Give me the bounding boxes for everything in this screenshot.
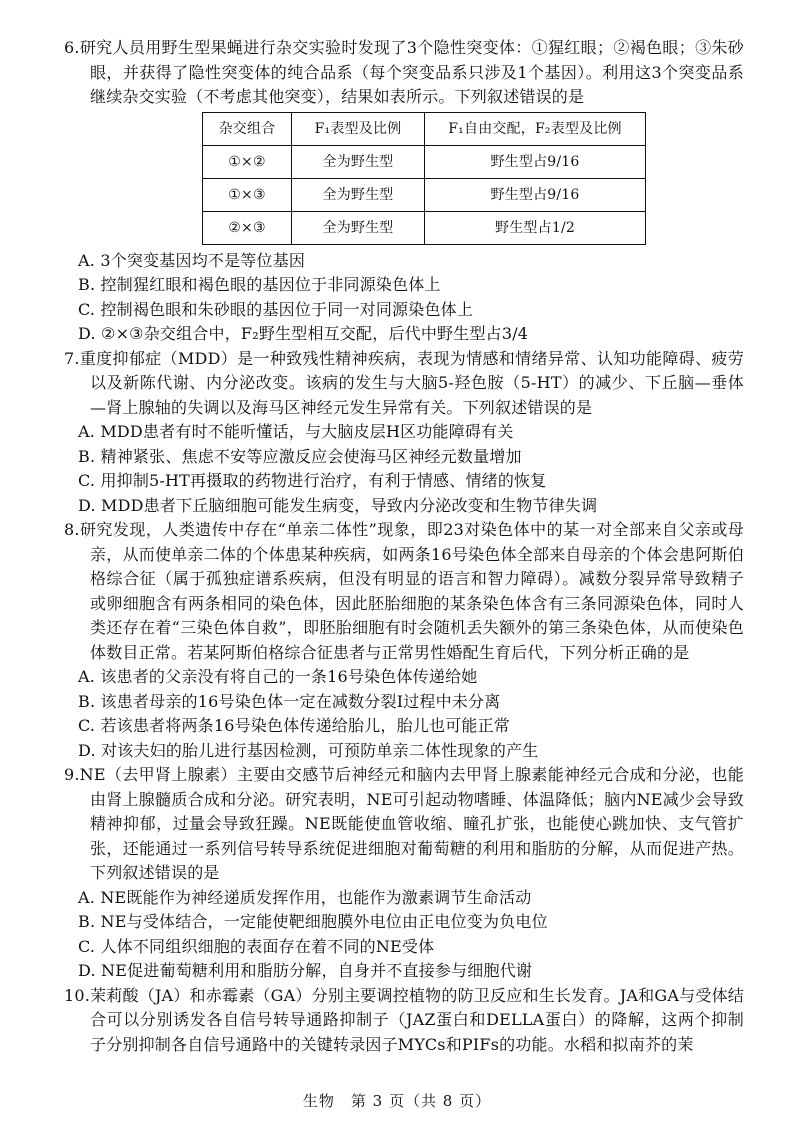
option-d: D. NE促进葡萄糖利用和脂肪分解，自身并不直接参与细胞代谢 — [78, 961, 533, 980]
option-b: B. 精神紧张、焦虑不安等应激反应会使海马区神经元数量增加 — [78, 446, 522, 466]
table-cell: ①×② — [203, 145, 292, 178]
question-10 — [64, 984, 744, 1058]
table-row — [203, 211, 646, 244]
question-stem — [64, 518, 744, 665]
table-row — [203, 145, 646, 178]
option-a: A. 该患者的父亲没有将自己的一条16号染色体传递给她 — [78, 667, 478, 686]
table-cell: ①×③ — [203, 178, 292, 211]
question-6 — [64, 36, 744, 347]
question-stem — [64, 36, 744, 110]
cross-result-table — [202, 112, 646, 245]
question-text: 重度抑郁症（MDD）是一种致残性精神疾病，表现为情感和情绪异常、认知功能障碍、疲劳以及新陈代谢、内分泌改变。该病的发生与大脑5-羟色胺（5-HT）的减少、下丘脑—垂体—肾上腺轴的失调以及海马区神经元发生异常有关。下列叙述错误的是 — [79, 348, 744, 417]
option-c: C. 若该患者将两条16号染色体传递给胎儿，胎儿也可能正常 — [78, 716, 511, 735]
option-c: C. 人体不同组织细胞的表面存在着不同的NE受体 — [78, 936, 435, 956]
question-stem — [64, 984, 744, 1058]
table-header: 杂交组合 — [203, 112, 292, 145]
question-number: 7. — [64, 348, 80, 368]
table-cell: 全为野生型 — [292, 211, 425, 244]
question-number: 9. — [64, 765, 80, 784]
option-a: A. NE既能作为神经递质发挥作用，也能作为激素调节生命活动 — [78, 887, 532, 907]
question-list — [64, 36, 744, 1057]
table-header-row — [203, 112, 646, 145]
table-cell: ②×③ — [203, 211, 292, 244]
option-d: D. MDD患者下丘脑细胞可能发生病变，导致内分泌改变和生物节律失调 — [78, 495, 598, 515]
option-a: A. 3个突变基因均不是等位基因 — [78, 250, 306, 270]
question-7 — [64, 347, 744, 519]
question-text: 研究人员用野生型果蝇进行杂交实验时发现了3个隐性突变体：①猩红眼；②褐色眼；③朱砂眼，并获得了隐性突变体的纯合品系（每个突变品系只涉及1个基因）。利用这3个突变品系继续杂交实验（不考虑其他突变），结果如表所示。下列叙述错误的是 — [79, 38, 744, 106]
option-b: B. 该患者母亲的16号染色体一定在减数分裂Ⅰ过程中未分离 — [78, 691, 501, 711]
option-b: B. NE与受体结合，一定能使靶细胞膜外电位由正电位变为负电位 — [78, 912, 548, 931]
question-9 — [64, 763, 744, 984]
question-text: 研究发现，人类遗传中存在“单亲二体性”现象，即23对染色体中的某一对全部来自父亲或母亲，从而使单亲二体的个体患某种疾病，如两条16号染色体全部来自母亲的个体会患阿斯伯格综合征（属于孤独症谱系疾病，但没有明显的语言和智力障碍）。减数分裂异常导致精子或卵细胞含有两条相同的染色体，因此胚胎细胞的某条染色体含有三条同源染色体，同时人类还存在着“三染色体自救”，即胚胎细胞有时会随机丢失额外的第三条染色体，从而使染色体数目正常。若某阿斯伯格综合征患者与正常男性婚配生育后代，下列分析正确的是 — [79, 520, 744, 662]
question-stem — [64, 763, 744, 886]
table-header: F₁表型及比例 — [292, 112, 425, 145]
page-footer: 生物 第 3 页（共 8 页） — [302, 1092, 492, 1110]
table-cell: 野生型占9/16 — [425, 145, 646, 178]
option-a: A. MDD患者有时不能听懂话，与大脑皮层H区功能障碍有关 — [78, 422, 514, 441]
question-number: 10. — [64, 985, 91, 1005]
table-cell: 全为野生型 — [292, 145, 425, 178]
option-c: C. 用抑制5-HT再摄取的药物进行治疗，有利于情感、情绪的恢复 — [78, 471, 547, 490]
table-cell: 野生型占1/2 — [425, 211, 646, 244]
option-b: B. 控制猩红眼和褐色眼的基因位于非同源染色体上 — [78, 275, 441, 294]
question-8 — [64, 518, 744, 763]
table-cell: 全为野生型 — [292, 178, 425, 211]
table-header: F₁自由交配，F₂表型及比例 — [425, 112, 646, 145]
question-number: 8. — [64, 520, 80, 539]
question-number: 6. — [64, 38, 80, 57]
question-text: 茉莉酸（JA）和赤霉素（GA）分别主要调控植物的防卫反应和生长发育。JA和GA与受体结合可以分别诱发各自信号转导通路抑制子（JAZ蛋白和DELLA蛋白）的降解，这两个抑制子分别抑制各自信号通路中的关键转录因子MYCs和PIFs的功能。水稻和拟南芥的茉 — [90, 985, 744, 1054]
option-d: D. ②×③杂交组合中，F₂野生型相互交配，后代中野生型占3/4 — [78, 324, 529, 343]
question-stem — [64, 347, 744, 421]
table-cell: 野生型占9/16 — [425, 178, 646, 211]
option-c: C. 控制褐色眼和朱砂眼的基因位于同一对同源染色体上 — [78, 299, 474, 319]
question-text: NE（去甲肾上腺素）主要由交感节后神经元和脑内去甲肾上腺素能神经元合成和分泌，也能由肾上腺髓质合成和分泌。研究表明，NE可引起动物嗜睡、体温降低；脑内NE减少会导致精神抑郁，过量会导致狂躁。NE既能使血管收缩、瞳孔扩张，也能使心跳加快、支气管扩张，还能通过一系列信号转导系统促进细胞对葡萄糖的利用和脂肪的分解，从而促进产热。下列叙述错误的是 — [79, 765, 744, 882]
table-row — [203, 178, 646, 211]
option-d: D. 对该夫妇的胎儿进行基因检测，可预防单亲二体性现象的产生 — [78, 740, 539, 760]
